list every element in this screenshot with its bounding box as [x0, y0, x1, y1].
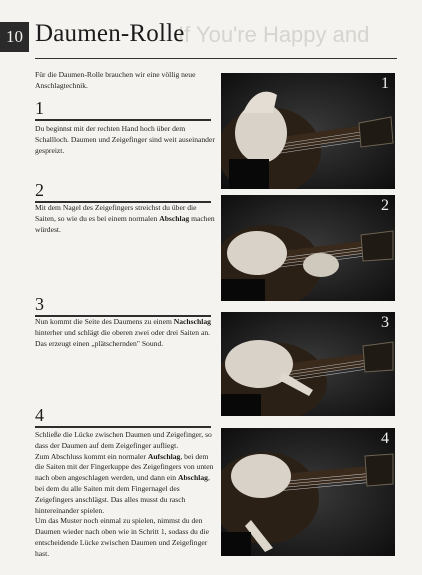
term-nachschlag: Nachschlag	[173, 317, 211, 326]
photo-label-1: 1	[381, 75, 389, 92]
term-abschlag: Abschlag	[177, 473, 208, 483]
background-bleed-title: If You're Happy and	[178, 22, 370, 47]
photo-label-4: 4	[381, 430, 389, 447]
step-number-4: 4	[35, 405, 44, 425]
step-photo-3	[221, 312, 395, 416]
step-photo-4	[221, 428, 395, 556]
photo-label-3: 3	[381, 314, 389, 331]
step-text-1: Du beginnst mit der rechten Hand hoch über dem Schallloch. Daumen und Zeigefinger sind weit auseinander gespreizt.	[35, 124, 215, 155]
step-photo-2	[221, 195, 395, 301]
photo-label-2: 2	[381, 197, 389, 214]
step-divider-4	[35, 426, 211, 428]
term-abschlag: Abschlag	[159, 213, 190, 223]
page-title: Daumen-Rolle	[35, 20, 185, 47]
step-text-2: Mit dem Nagel des Zeigefingers streichst du über die Saiten, so wie du es bei einem normalen Abschlag machen würdest.	[35, 203, 215, 234]
step-photo-1	[221, 73, 395, 189]
page-number: 10	[0, 22, 29, 52]
step-text-3: Nun kommt die Seite des Daumens zu einem Nachschlag hinterher und schlägt die oberen zwei oder drei Saiten an. Das erzeugt einen „plätschernden" Sound.	[35, 317, 211, 348]
step-number-2: 2	[35, 180, 44, 200]
intro-text: Für die Daumen-Rolle brauchen wir eine völlig neue Anschlagtechnik.	[35, 70, 196, 90]
step-text-4: Schließe die Lücke zwischen Daumen und Zeigefinger, so dass der Daumen auf dem Zeigefinger aufliegt. Zum Abschluss kommt ein normaler Aufschlag, bei dem die Saiten mit der Fingerkuppe des Zeigefingers von unten nach oben angeschlagen werden, und dann ein Abschlag, bei dem du alle Saiten mit dem Fingernagel des Zeigefingers anschlägst. Das alles musst du rasch hintereinander spielen. Um das Muster noch einmal zu spielen, nimmst du den Daumen wieder nach oben wie in Schritt 1, sodass du die entscheidende Lücke zwischen Daumen und Zeigefinger hast.	[35, 430, 214, 558]
term-aufschlag: Aufschlag	[147, 451, 181, 461]
step-number-3: 3	[35, 294, 44, 314]
title-divider	[35, 58, 397, 59]
step-number-1: 1	[35, 98, 44, 118]
step-divider-1	[35, 119, 211, 121]
